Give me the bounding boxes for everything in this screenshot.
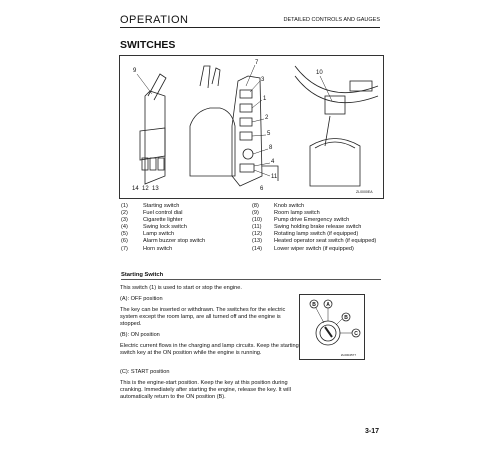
section-header: OPERATION — [120, 14, 189, 26]
page-number: 3-17 — [365, 428, 380, 435]
legend-label: Lamp switch — [143, 231, 175, 238]
legend-label: Starting switch — [143, 203, 180, 209]
callout-6: 6 — [260, 186, 264, 192]
legend-number: (8) — [252, 203, 259, 209]
legend-label: Knob switch — [274, 203, 305, 209]
legend-label: Rotating lamp switch (if equipped) — [274, 231, 359, 238]
header-divider — [120, 27, 380, 28]
legend-row — [121, 238, 383, 245]
switches-figure — [119, 55, 384, 199]
start-position-label: (C): START position — [120, 369, 170, 375]
legend-row — [121, 210, 383, 217]
switch-legend — [121, 203, 383, 253]
figure-callout-a: A — [326, 302, 330, 308]
legend-number: (9) — [252, 210, 259, 217]
key-switch-illustration — [300, 295, 364, 359]
legend-label: Cigarette lighter — [143, 217, 183, 224]
legend-number: (7) — [121, 245, 128, 252]
chapter-header: DETAILED CONTROLS AND GAUGES — [283, 17, 380, 23]
callout-3: 3 — [261, 77, 265, 83]
callout-5: 5 — [267, 131, 271, 137]
legend-number: (4) — [121, 224, 128, 231]
legend-number: (13) — [252, 238, 262, 245]
callout-14: 14 — [132, 186, 139, 192]
callout-12: 12 — [142, 186, 149, 192]
legend-label: Fuel control dial — [143, 210, 183, 217]
legend-number: (2) — [121, 210, 128, 217]
figure-callout-b: B — [312, 302, 316, 308]
callout-11: 11 — [271, 174, 278, 180]
legend-number: (11) — [252, 224, 262, 231]
callout-9: 9 — [133, 68, 137, 74]
starting-switch-heading: Starting Switch — [121, 272, 164, 278]
callout-13: 13 — [152, 186, 159, 192]
legend-row — [121, 217, 383, 224]
on-position-label: (B): ON position — [120, 332, 160, 338]
section-divider — [121, 279, 381, 280]
page-title: SWITCHES — [120, 39, 176, 51]
figure-callout-b2: B — [344, 315, 348, 321]
starting-switch-intro: This switch (1) is used to start or stop the engine. — [120, 285, 242, 291]
callout-4: 4 — [271, 159, 275, 165]
legend-label: Swing holding brake release switch — [274, 224, 362, 231]
legend-label: Swing lock switch — [143, 224, 187, 231]
callout-1: 1 — [263, 96, 267, 102]
figure-code: ZL0000EA — [356, 190, 373, 194]
legend-number: (14) — [252, 245, 262, 252]
off-position-label: (A): OFF position — [120, 296, 163, 302]
legend-number: (10) — [252, 217, 262, 224]
legend-label: Horn switch — [143, 245, 173, 252]
legend-row — [121, 203, 383, 210]
legend-number: (3) — [121, 217, 128, 224]
legend-row — [121, 246, 383, 253]
legend-label: Heated operator seat switch (if equipped) — [274, 238, 377, 245]
figure-callout-c: C — [354, 331, 358, 337]
figure2-code: ZL0004577 — [340, 353, 356, 357]
legend-label: Alarm buzzer stop switch — [143, 238, 206, 245]
legend-number: (1) — [121, 203, 128, 209]
starting-switch-figure — [299, 294, 365, 360]
legend-label: Room lamp switch — [274, 210, 320, 217]
off-position-text: The key can be inserted or withdrawn. The switches for the electric system except the room lamp, are all turned off and the engine is stopped. — [120, 307, 286, 327]
legend-number: (5) — [121, 231, 128, 238]
legend-label: Lower wiper switch (if equipped) — [274, 245, 354, 252]
callout-8: 8 — [269, 145, 273, 151]
legend-label: Pump drive Emergency switch — [274, 217, 350, 224]
legend-number: (12) — [252, 231, 262, 238]
on-position-text: Electric current flows in the charging and lamp circuits. Keep the starting switch key at the ON position while the engine is running. — [120, 343, 299, 356]
callout-2: 2 — [265, 115, 269, 121]
legend-row — [121, 224, 383, 231]
start-position-text: This is the engine-start position. Keep the key at this position during cranking. Immediately after starting the engine, release the key. It will automatically return to the ON position (B). — [120, 380, 291, 400]
legend-row — [121, 231, 383, 238]
callout-10: 10 — [316, 70, 323, 76]
switches-illustration — [120, 56, 383, 198]
legend-number: (6) — [121, 238, 128, 245]
callout-7: 7 — [255, 60, 259, 66]
